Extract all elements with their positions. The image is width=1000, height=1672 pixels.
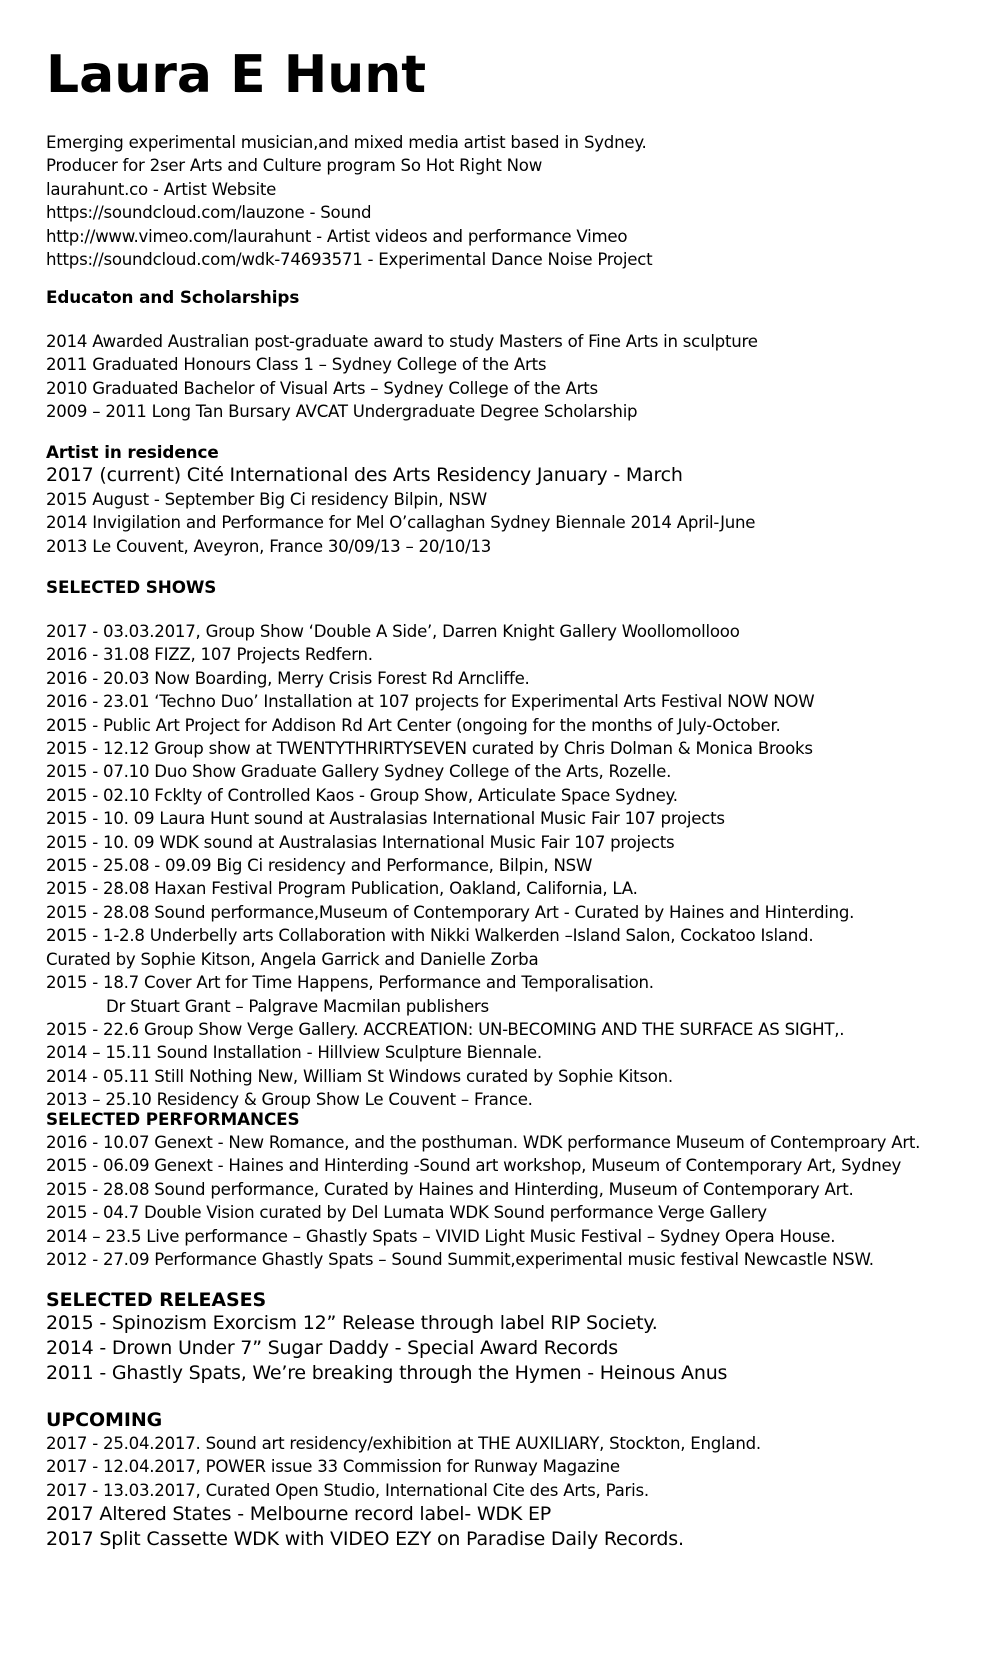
list-item: 2017 Altered States - Melbourne record label- WDK EP: [46, 1503, 552, 1526]
list-item: 2009 – 2011 Long Tan Bursary AVCAT Undergraduate Degree Scholarship: [46, 402, 638, 422]
performances-list: [46, 1131, 996, 1271]
list-item: 2014 Awarded Australian post-graduate award to study Masters of Fine Arts in sculpture: [46, 332, 758, 351]
list-item: 2014 - 05.11 Still Nothing New, William St Windows curated by Sophie Kitson.: [46, 1066, 673, 1086]
performances-heading: SELECTED PERFORMANCES: [46, 1109, 300, 1129]
list-item: 2017 (current) Cité International des Arts Residency January - March: [46, 464, 683, 486]
list-item: 2015 - 06.09 Genext - Haines and Hinterding -Sound art workshop, Museum of Contemporary Art, Sydney: [46, 1156, 902, 1176]
intro-line: https://soundcloud.com/wdk-74693571 - Experimental Dance Noise Project: [46, 250, 653, 270]
list-item: Curated by Sophie Kitson, Angela Garrick and Danielle Zorba: [46, 949, 539, 969]
upcoming-list: [46, 1432, 996, 1552]
list-item: 2015 - 04.7 Double Vision curated by Del Lumata WDK Sound performance Verge Gallery: [46, 1203, 767, 1223]
residence-heading: Artist in residence: [46, 442, 219, 462]
education-list: [46, 330, 996, 424]
residence-list: [46, 463, 996, 558]
list-item: 2011 Graduated Honours Class 1 – Sydney College of the Arts: [46, 355, 547, 375]
upcoming-heading: UPCOMING: [46, 1409, 163, 1431]
list-item: 2016 - 10.07 Genext - New Romance, and the posthuman. WDK performance Museum of Contemproary Art.: [46, 1133, 921, 1152]
intro-line: https://soundcloud.com/lauzone - Sound: [46, 203, 372, 223]
intro-line: http://www.vimeo.com/laurahunt - Artist videos and performance Vimeo: [46, 226, 628, 246]
list-item: 2015 - 10. 09 WDK sound at Australasias International Music Fair 107 projects: [46, 832, 675, 852]
shows-heading: SELECTED SHOWS: [46, 577, 217, 597]
list-item: 2015 - 28.08 Sound performance, Curated by Haines and Hinterding, Museum of Contemporary Art.: [46, 1179, 854, 1199]
list-item: Dr Stuart Grant – Palgrave Macmilan publishers: [106, 996, 489, 1016]
list-item: 2013 – 25.10 Residency & Group Show Le Couvent – France.: [46, 1090, 533, 1110]
list-item: 2015 - 28.08 Haxan Festival Program Publication, Oakland, California, LA.: [46, 879, 638, 899]
list-item: 2014 – 15.11 Sound Installation - Hillview Sculpture Biennale.: [46, 1043, 542, 1063]
list-item: 2014 Invigilation and Performance for Mel O’callaghan Sydney Biennale 2014 April-June: [46, 513, 756, 533]
releases-heading: SELECTED RELEASES: [46, 1289, 267, 1311]
list-item: 2015 - 18.7 Cover Art for Time Happens, Performance and Temporalisation.: [46, 973, 654, 993]
list-item: 2017 - 13.03.2017, Curated Open Studio, International Cite des Arts, Paris.: [46, 1480, 649, 1500]
list-item: 2011 - Ghastly Spats, We’re breaking through the Hymen - Heinous Anus: [46, 1362, 728, 1384]
intro-section: [46, 131, 996, 271]
shows-list: [46, 620, 996, 1112]
list-item: 2014 - Drown Under 7” Sugar Daddy - Special Award Records: [46, 1337, 618, 1359]
list-item: 2016 - 20.03 Now Boarding, Merry Crisis Forest Rd Arncliffe.: [46, 668, 530, 688]
intro-line: Emerging experimental musician,and mixed media artist based in Sydney.: [46, 133, 647, 152]
list-item: 2017 - 03.03.2017, Group Show ‘Double A Side’, Darren Knight Gallery Woollomollooo: [46, 622, 740, 641]
list-item: 2015 - Spinozism Exorcism 12” Release through label RIP Society.: [46, 1312, 658, 1334]
list-item: 2013 Le Couvent, Aveyron, France 30/09/13 – 20/10/13: [46, 536, 492, 556]
education-heading: Educaton and Scholarships: [46, 287, 300, 307]
list-item: 2017 - 12.04.2017, POWER issue 33 Commission for Runway Magazine: [46, 1457, 620, 1477]
list-item: 2012 - 27.09 Performance Ghastly Spats – Sound Summit,experimental music festival Newcastle NSW.: [46, 1250, 874, 1270]
list-item: 2015 - 25.08 - 09.09 Big Ci residency and Performance, Bilpin, NSW: [46, 856, 593, 876]
list-item: 2015 - 22.6 Group Show Verge Gallery. ACCREATION: UN-BECOMING AND THE SURFACE AS SIGHT,.: [46, 1019, 845, 1039]
list-item: 2015 - 07.10 Duo Show Graduate Gallery Sydney College of the Arts, Rozelle.: [46, 762, 672, 782]
list-item: 2016 - 31.08 FIZZ, 107 Projects Redfern.: [46, 645, 373, 665]
list-item: 2015 - Public Art Project for Addison Rd Art Center (ongoing for the months of July-October.: [46, 715, 781, 735]
list-item: 2014 – 23.5 Live performance – Ghastly Spats – VIVID Light Music Festival – Sydney Opera House.: [46, 1226, 836, 1246]
list-item: 2015 - 28.08 Sound performance,Museum of Contemporary Art - Curated by Haines and Hinterding.: [46, 902, 855, 922]
list-item: 2016 - 23.01 ‘Techno Duo’ Installation at 107 projects for Experimental Arts Festival NOW NOW: [46, 692, 815, 712]
list-item: 2015 - 1-2.8 Underbelly arts Collaboration with Nikki Walkerden –Island Salon, Cockatoo Island.: [46, 926, 814, 946]
releases-list: [46, 1311, 996, 1386]
list-item: 2017 Split Cassette WDK with VIDEO EZY on Paradise Daily Records.: [46, 1528, 684, 1551]
list-item: 2015 - 12.12 Group show at TWENTYTHRIRTYSEVEN curated by Chris Dolman & Monica Brooks: [46, 739, 813, 759]
list-item: 2017 - 25.04.2017. Sound art residency/exhibition at THE AUXILIARY, Stockton, England.: [46, 1434, 761, 1453]
list-item: 2015 - 02.10 Fcklty of Controlled Kaos - Group Show, Articulate Space Sydney.: [46, 785, 678, 805]
list-item: 2010 Graduated Bachelor of Visual Arts – Sydney College of the Arts: [46, 378, 598, 398]
page-title: Laura E Hunt: [46, 45, 427, 105]
intro-line: Producer for 2ser Arts and Culture program So Hot Right Now: [46, 156, 543, 176]
list-item: 2015 - 10. 09 Laura Hunt sound at Australasias International Music Fair 107 projects: [46, 809, 725, 829]
intro-line: laurahunt.co - Artist Website: [46, 179, 277, 199]
list-item: 2015 August - September Big Ci residency Bilpin, NSW: [46, 490, 487, 509]
